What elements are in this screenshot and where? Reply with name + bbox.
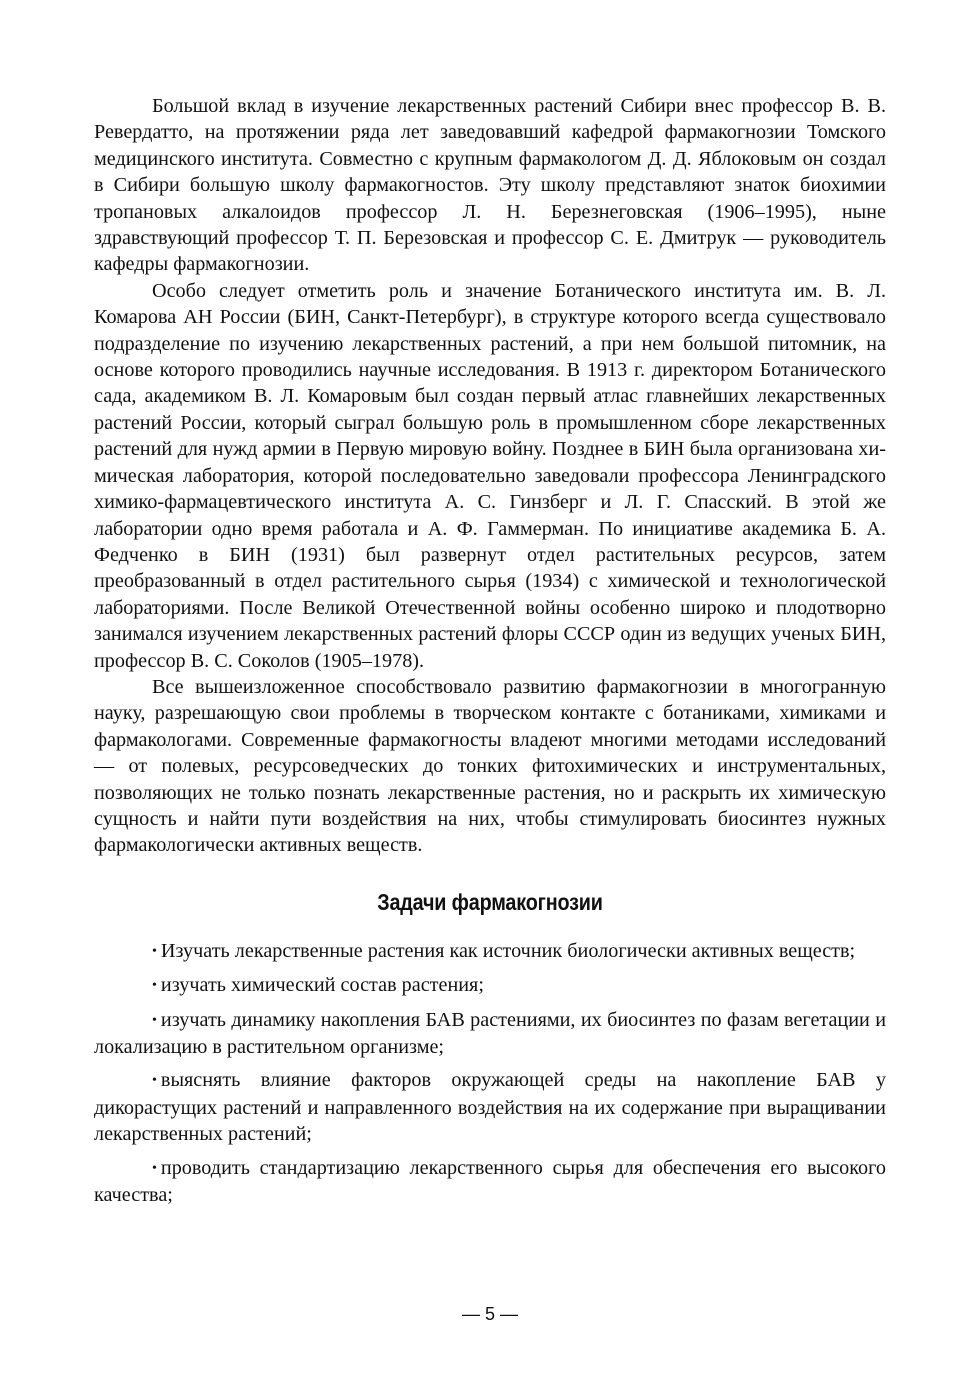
paragraph-pharmacognosy-science: Все вышеизложенное способствовало развитию фармакогнозии в многогранную науку, разрешающую свои проблемы в творческом контакте с ботаниками, химиками и фармакологами. Современные фармакогносты владеют многими методами исследований — от полевых, ресурсоведческих до тонких фитохимических и инструментальных, позволяющих не только познать лекарственные растения, но и раскрыть их химическую сущность и найти пути воздействия на них, чтобы стимулировать биосинтез нужных фармакологически активных веществ. (94, 675, 886, 857)
bullet-icon: • (152, 943, 157, 959)
bullet-icon: • (152, 1160, 157, 1176)
list-item-text: Изучать лекарственные растения как источник биологически активных веществ; (160, 939, 856, 962)
list-item (94, 1007, 886, 1061)
list-item-text: выяснять влияние факторов окружающей среды на накопление БАВ у дикорастущих растений и направленного воздействия на их содержание при выращивании лекарственных растений; (94, 1069, 886, 1146)
list-item (94, 938, 886, 965)
list-item (94, 1155, 886, 1209)
bullet-icon: • (152, 978, 157, 994)
paragraph-siberia: Большой вклад в изучение лекарственных растений Сибири внес профессор В. В. Ревердатто, на протяжении ряда лет заведовавший кафедрой фармакогнозии Томского медицинского института. Совместно с крупным фармакологом Д. Д. Яблоковым он создал в Сибири большую школу фармакогностов. Эту школу представляют знаток биохимии тропановых алкалоидов профессор Л. Н. Березнеговская (1906–1995), ныне здравствующий профессор Т. П. Березовская и профессор С. Е. Дмитрук — руководитель кафедры фармакогнозии. (94, 95, 886, 276)
paragraph-botanical-institute: Особо следует отметить роль и значение Ботанического института им. В. Л. Комарова АН России (БИН, Санкт-Петербург), в структуре которого всегда существовало подразделение по изучению лекарственных растений, а при нем большой питомник, на основе которого проводились научные исследования. В 1913 г. директором Ботанического сада, академиком В. Л. Комаровым был создан первый атлас главнейших лекарственных растений России, который сыграл большую роль в промышленном сборе лекарственных растений для нужд армии в Первую мировую войну. Позднее в БИН была организована химическая лаборатория, которой последовательно заведовали профессора Ленинградского химико-фармацевтического института А. С. Гинзберг и Л. Г. Спасский. В этой же лаборатории одно время работала и А. Ф. Гаммерман. По инициативе академика Б. А. Федченко в БИН (1931) был развернут отдел растительных ресурсов, затем преобразованный в отдел растительного сырья (1934) с химической и технологической лабораториями. После Великой Отечественной войны особенно широко и плодотворно занимался изучением лекарственных растений флоры СССР один из ведущих ученых БИН, профессор В. С. Соколов (1905–1978). (94, 279, 886, 672)
page-number: — 5 — (461, 1304, 518, 1324)
list-item-text: изучать химический состав растения; (160, 974, 484, 997)
list-item-text: проводить стандартизацию лекарственного сырья для обеспечения его высокого качества; (94, 1156, 886, 1207)
bullet-icon: • (152, 1073, 157, 1089)
tasks-list (94, 938, 886, 1209)
bullet-icon: • (152, 1012, 157, 1028)
page-body (94, 93, 886, 1215)
list-item (94, 972, 886, 999)
section-heading: Задачи фармакогнозии (377, 888, 603, 915)
list-item (94, 1067, 886, 1147)
list-item-text: изучать динамику накопления БАВ растениями, их биосинтез по фазам вегетации и локализацию в растительном организме; (94, 1008, 886, 1058)
